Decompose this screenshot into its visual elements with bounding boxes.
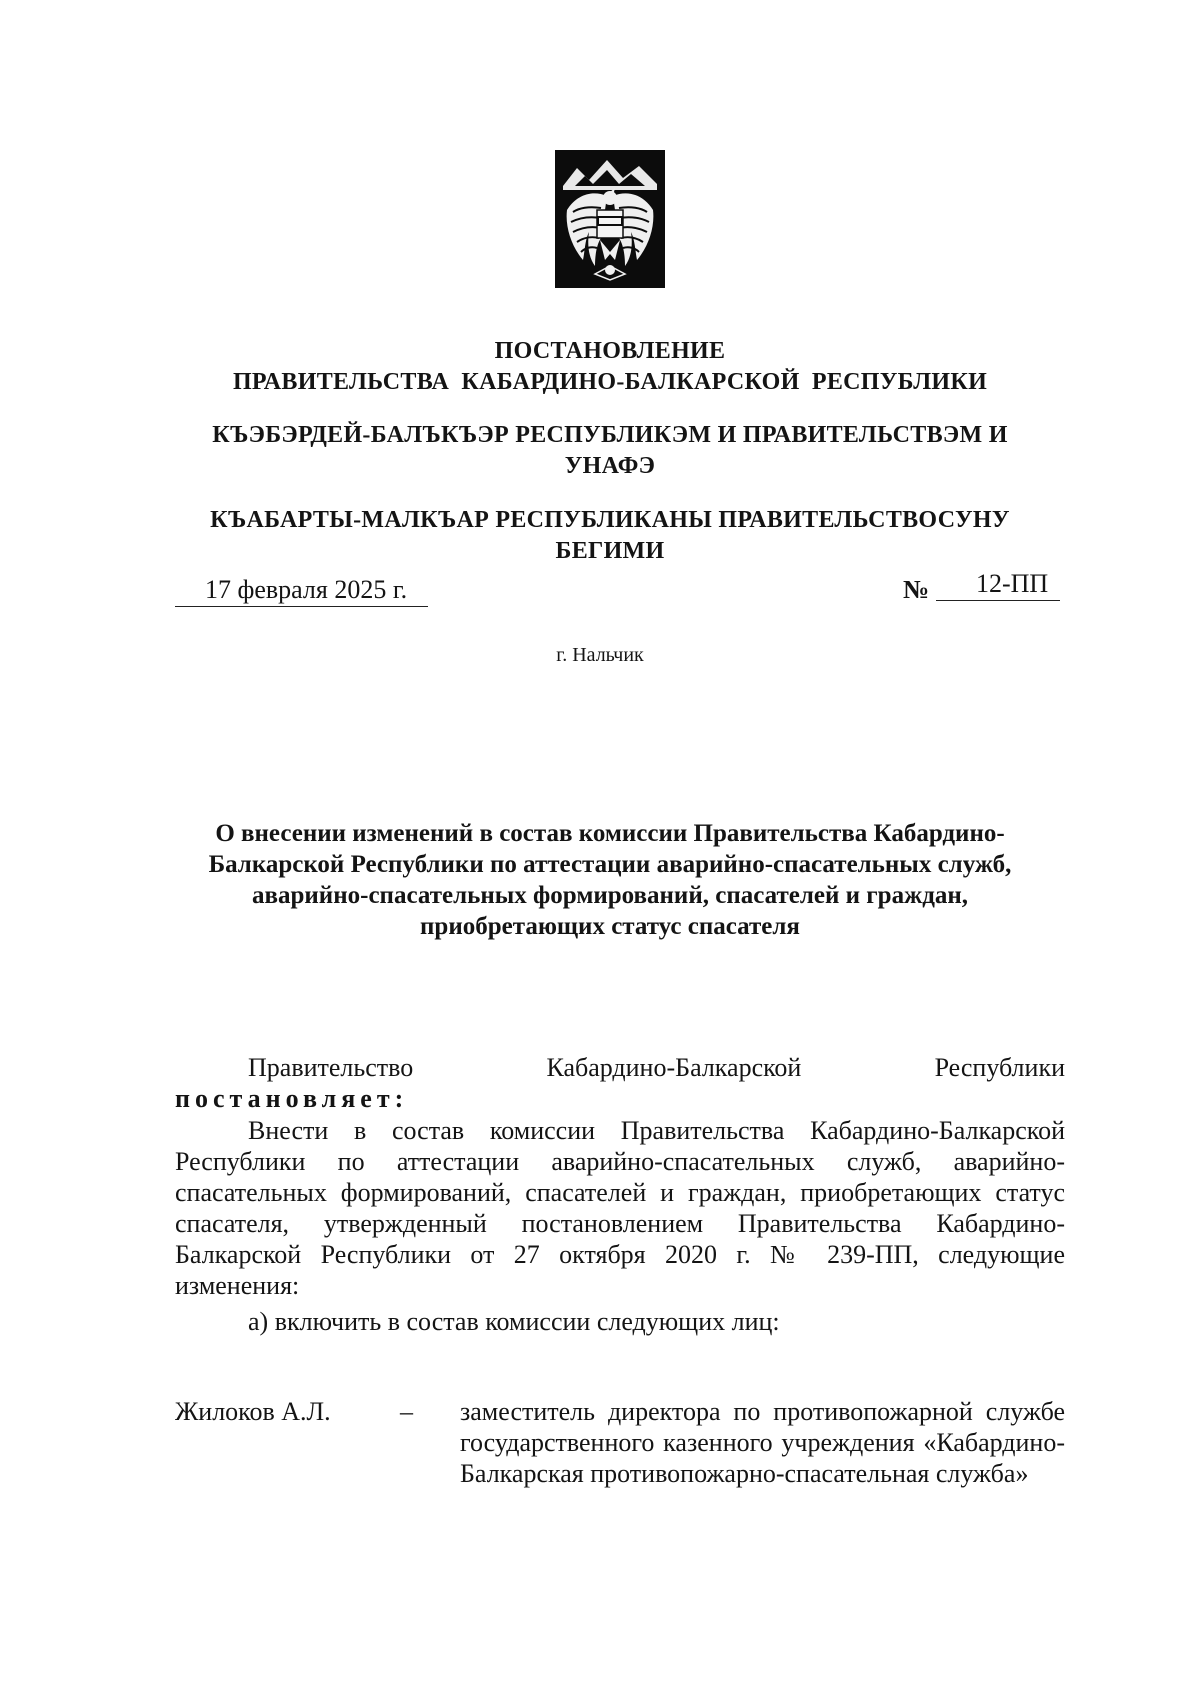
- gov-word-3: Республики: [934, 1053, 1065, 1082]
- number-label: №: [903, 575, 930, 604]
- member-position: заместитель директора по противопожарной службе государственного казенного учреждения «Кабардино-Балкарская противопожарно-спасательная служба»: [460, 1397, 1065, 1488]
- main-paragraph: Внести в состав комиссии Правительства Кабардино-Балкарской Республики по аттестации аварийно-спасательных служб, аварийно-спасательных формирований, спасателей и граждан, приобретающих статус спасателя, утвержденный постановлением Правительства Кабардино-Балкарской Республики от 27 октября 2020 г. № 239-ПП, следующие изменения:: [175, 1116, 1065, 1300]
- document-date: 17 февраля 2025 г.: [175, 574, 428, 607]
- document-number: 12-ПП: [936, 568, 1060, 601]
- document-title: О внесении изменений в состав комиссии Правительства Кабардино-Балкарской Республики по аттестации аварийно-спасательных служб, аварийно-спасательных формирований, спасателей и граждан, приобретающих статус спасателя: [208, 820, 1012, 940]
- member-dash: –: [400, 1397, 413, 1426]
- heading-line-resolution: ПОСТАНОВЛЕНИЕ: [494, 338, 726, 364]
- heading-kabardian: КЪЭБЭРДЕЙ-БАЛЪКЪЭР РЕСПУБЛИКЭМ И ПРАВИТЕЛЬСТВЭМ И УНАФЭ: [212, 422, 1008, 479]
- coat-of-arms-emblem: [555, 150, 665, 288]
- preamble: [175, 1052, 1065, 1114]
- document-type-heading: [170, 336, 1050, 398]
- document-city: г. Нальчик: [556, 644, 644, 666]
- gov-word-1: Правительство: [248, 1053, 414, 1082]
- item-a: а) включить в состав комиссии следующих лиц:: [248, 1307, 780, 1336]
- government-line: [175, 1052, 1065, 1083]
- heading-line-government: ПРАВИТЕЛЬСТВА КАБАРДИНО-БАЛКАРСКОЙ РЕСПУБЛИКИ: [232, 369, 988, 395]
- decrees-word: постановляет:: [175, 1084, 409, 1113]
- heading-balkar: КЪАБАРТЫ-МАЛКЪАР РЕСПУБЛИКАНЫ ПРАВИТЕЛЬСТВОСУНУ БЕГИМИ: [210, 507, 1010, 564]
- gov-word-2: Кабардино-Балкарской: [546, 1053, 802, 1082]
- member-name: Жилоков А.Л.: [175, 1397, 331, 1426]
